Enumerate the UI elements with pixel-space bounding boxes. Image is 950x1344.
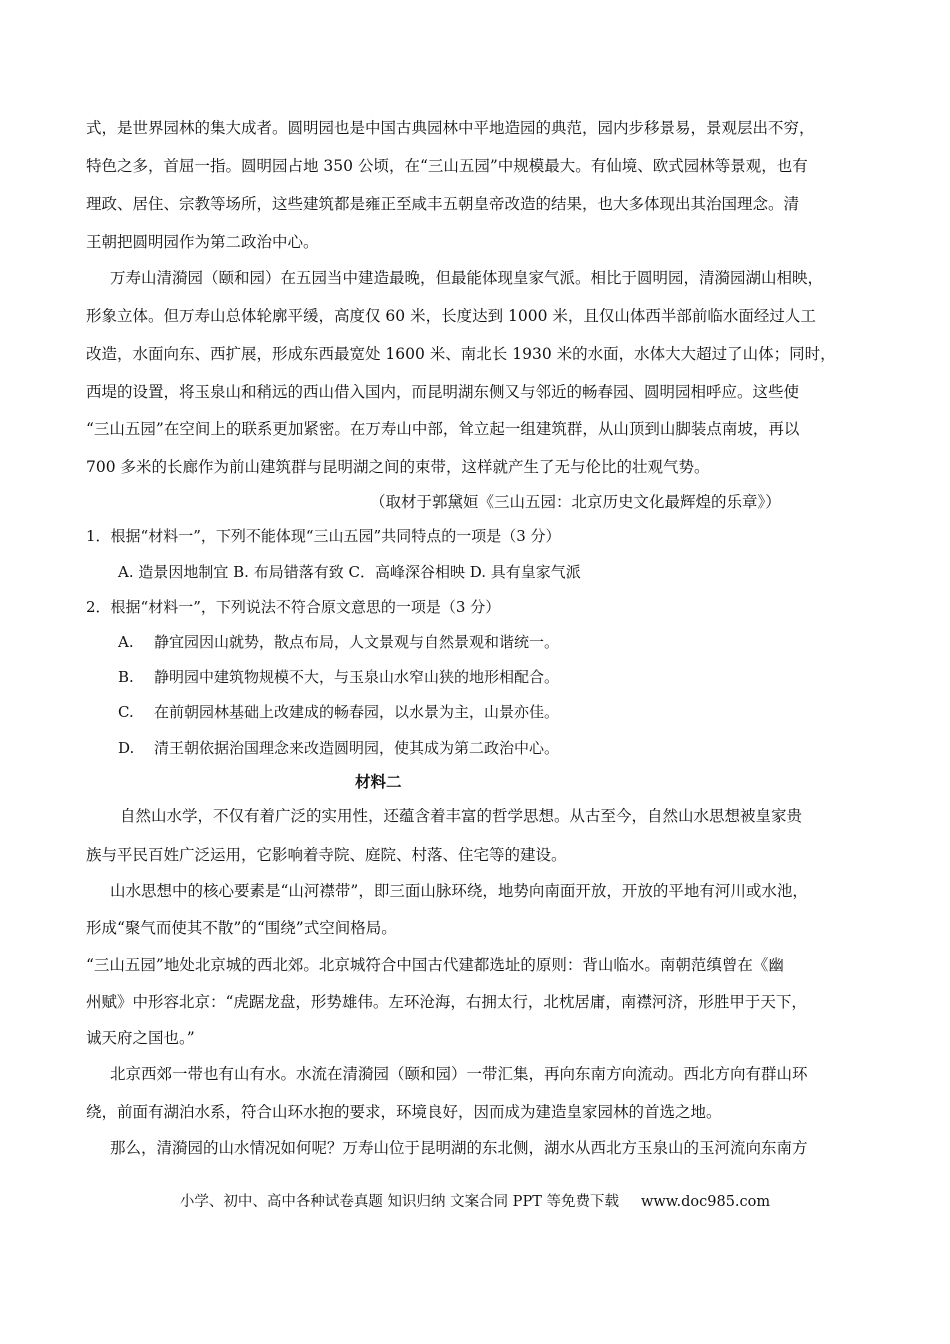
material2-line-5: “三山五园”地处北京城的西北郊。北京城符合中国古代建都选址的原则：背山临水。南朝范缜曾在《幽: [86, 956, 784, 974]
option-text: 在前朝园林基础上改建成的畅春园，以水景为主，山景亦佳。: [154, 703, 560, 721]
passage1-line-3: 理政、居住、宗教等场所，这些建筑都是雍正至咸丰五朝皇帝改造的结果，也大多体现出其治国理念。清: [86, 195, 800, 213]
passage1-source: （取材于郭黛姮《三山五园：北京历史文化最辉煌的乐章》）: [370, 493, 781, 511]
option-letter: B.: [118, 668, 134, 686]
question-2-option-a: [118, 631, 560, 653]
footer-url[interactable]: www.doc985.com: [640, 1194, 771, 1210]
option-text: 静明园中建筑物规模不大，与玉泉山水窄山狭的地形相配合。: [154, 668, 560, 686]
material2-line-7: 诚天府之国也。”: [86, 1029, 195, 1047]
material2-line-2: 族与平民百姓广泛运用，它影响着寺院、庭院、村落、住宅等的建设。: [86, 846, 567, 864]
passage1-line-8: 西堤的设置，将玉泉山和稍远的西山借入国内，而昆明湖东侧又与邻近的畅春园、圆明园相呼应。这些使: [86, 383, 800, 401]
material2-line-10: 那么，清漪园的山水情况如何呢？万寿山位于昆明湖的东北侧，湖水从西北方玉泉山的玉河流向东南方: [110, 1139, 808, 1157]
option-letter: C.: [118, 703, 134, 721]
passage1-line-2: 特色之多，首屈一指。圆明园占地 350 公顷，在“三山五园”中规模最大。有仙境、欧式园林等景观，也有: [86, 157, 808, 175]
passage1-line-9: “三山五园”在空间上的联系更加紧密。在万寿山中部，耸立起一组建筑群，从山顶到山脚装点南坡，再以: [86, 420, 800, 438]
question-2-option-b: [118, 666, 560, 688]
passage1-line-6: 形象立体。但万寿山总体轮廓平缓，高度仅 60 米，长度达到 1000 米，且仅山体西半部前临水面经过人工: [86, 307, 816, 325]
passage1-line-10: 700 多米的长廊作为前山建筑群与昆明湖之间的束带，这样就产生了无与伦比的壮观气势。: [86, 458, 710, 476]
page-footer: [0, 1190, 950, 1211]
option-letter: D.: [118, 739, 135, 757]
material2-line-9: 绕，前面有湖泊水系，符合山环水抱的要求，环境良好，因而成为建造皇家园林的首选之地。: [86, 1103, 722, 1121]
option-letter: A.: [118, 633, 134, 651]
option-text: 静宜园因山就势，散点布局，人文景观与自然景观和谐统一。: [154, 633, 560, 651]
question-2-option-d: [118, 737, 560, 759]
passage1-line-7: 改造，水面向东、西扩展，形成东西最宽处 1600 米、南北长 1930 米的水面，水体大大超过了山体；同时，: [86, 345, 836, 363]
question-2-option-c: [118, 701, 560, 723]
material-2-heading: 材料二: [355, 772, 402, 791]
option-text: 清王朝依据治国理念来改造圆明园，使其成为第二政治中心。: [154, 739, 560, 757]
passage1-line-4: 王朝把圆明园作为第二政治中心。: [86, 233, 319, 251]
footer-text: 小学、初中、高中各种试卷真题 知识归纳 文案合同 PPT 等免费下载: [179, 1194, 619, 1210]
question-1-stem: 1．根据“材料一”，下列不能体现“三山五园”共同特点的一项是（3 分）: [86, 527, 561, 545]
material2-line-3: 山水思想中的核心要素是“山河襟带”，即三面山脉环绕，地势向南面开放，开放的平地有河川或水池，: [110, 882, 808, 900]
material2-line-6: 州赋》中形容北京：“虎踞龙盘，形势雄伟。左环沧海，右拥太行，北枕居庸，南襟河济，形胜甲于天下，: [86, 993, 807, 1011]
passage1-line-5: 万寿山清漪园（颐和园）在五园当中建造最晚，但最能体现皇家气派。相比于圆明园，清漪园湖山相映，: [110, 269, 824, 287]
material2-line-8: 北京西郊一带也有山有水。水流在清漪园（颐和园）一带汇集，再向东南方向流动。西北方向有群山环: [110, 1065, 808, 1083]
material2-line-1: 自然山水学，不仅有着广泛的实用性，还蕴含着丰富的哲学思想。从古至今，自然山水思想被皇家贵: [120, 807, 803, 825]
passage1-line-1: 式，是世界园林的集大成者。圆明园也是中国古典园林中平地造园的典范，园内步移景易，景观层出不穷，: [86, 119, 815, 137]
question-1-options: A. 造景因地制宜 B. 布局错落有致 C．高峰深谷相映 D. 具有皇家气派: [118, 563, 581, 581]
material2-line-4: 形成“聚气而使其不散”的“围绕”式空间格局。: [86, 919, 397, 937]
question-2-stem: 2．根据“材料一”，下列说法不符合原文意思的一项是（3 分）: [86, 598, 501, 616]
